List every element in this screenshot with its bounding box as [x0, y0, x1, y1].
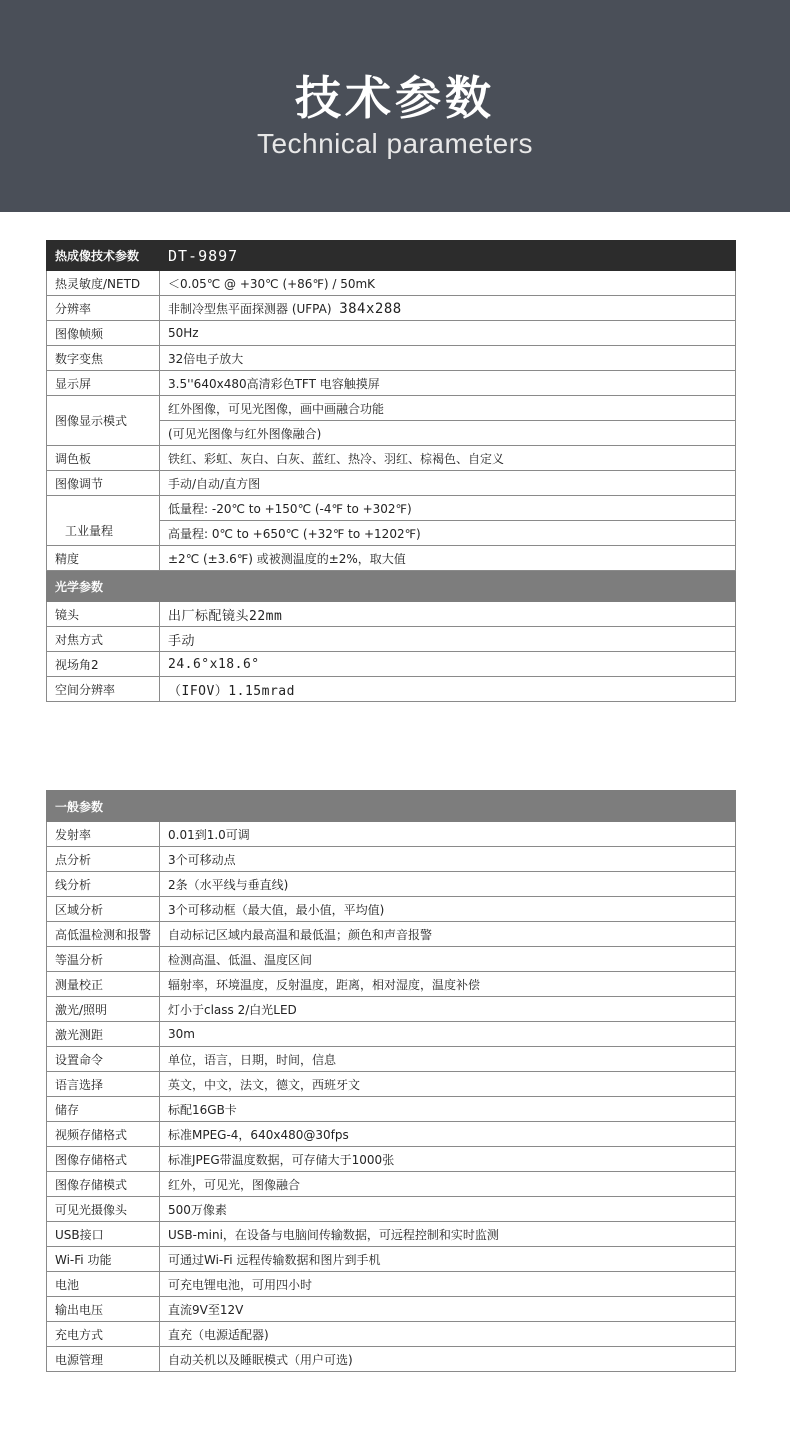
table-row — [47, 872, 736, 897]
general-header-row — [47, 791, 736, 822]
optics-header-label: 光学参数 — [47, 571, 736, 602]
row-value: 50Hz — [160, 321, 736, 346]
table-row — [47, 922, 736, 947]
row-value: 出厂标配镜头22mm — [160, 602, 736, 627]
row-value: 检测高温、低温、温度区间 — [160, 947, 736, 972]
row-value: （IFOV）1.15mrad — [160, 677, 736, 702]
row-value: 红外，可见光，图像融合 — [160, 1172, 736, 1197]
row-value: 32倍电子放大 — [160, 346, 736, 371]
row-value: 辐射率，环境温度，反射温度，距离，相对湿度，温度补偿 — [160, 972, 736, 997]
row-label: 工业量程 — [47, 496, 160, 546]
row-value: 自动标记区域内最高温和最低温；颜色和声音报警 — [160, 922, 736, 947]
row-value: 3个可移动框（最大值，最小值，平均值) — [160, 897, 736, 922]
row-value — [160, 296, 736, 321]
row-value: 30m — [160, 1022, 736, 1047]
row-label: 输出电压 — [47, 1297, 160, 1322]
row-value: ＜0.05℃ @ +30℃ (+86℉) / 50mK — [160, 271, 736, 296]
thermal-header-label: 热成像技术参数 — [47, 241, 160, 271]
row-value: 3.5''640x480高清彩色TFT 电容触摸屏 — [160, 371, 736, 396]
table-row — [47, 1347, 736, 1372]
row-label: 图像存储模式 — [47, 1172, 160, 1197]
thermal-header-row — [47, 241, 736, 271]
row-label: 设置命令 — [47, 1047, 160, 1072]
table-row — [47, 652, 736, 677]
row-value: 500万像素 — [160, 1197, 736, 1222]
header-banner — [0, 0, 790, 212]
row-value: 自动关机以及睡眠模式（用户可选) — [160, 1347, 736, 1372]
table-row — [47, 446, 736, 471]
table-row — [47, 546, 736, 571]
row-value: (可见光图像与红外图像融合) — [160, 421, 736, 446]
table-row — [47, 1272, 736, 1297]
row-value: ±2℃ (±3.6℉) 或被测温度的±2%，取大值 — [160, 546, 736, 571]
row-value: 英文，中文，法文，德文，西班牙文 — [160, 1072, 736, 1097]
row-value: 标配16GB卡 — [160, 1097, 736, 1122]
row-label: 调色板 — [47, 446, 160, 471]
row-label: 空间分辨率 — [47, 677, 160, 702]
table-row — [47, 496, 736, 521]
row-label: 测量校正 — [47, 972, 160, 997]
table-row — [47, 602, 736, 627]
page-subtitle: Technical parameters — [256, 128, 534, 159]
row-label: 点分析 — [47, 847, 160, 872]
model-number: DT-9897 — [160, 241, 736, 271]
table-row — [47, 346, 736, 371]
row-value: 24.6°x18.6° — [160, 652, 736, 677]
row-value: 标准JPEG带温度数据，可存储大于1000张 — [160, 1147, 736, 1172]
table-row — [47, 972, 736, 997]
table-row — [47, 1322, 736, 1347]
table-row — [47, 1297, 736, 1322]
table-row — [47, 1147, 736, 1172]
row-value: 红外图像，可见光图像，画中画融合功能 — [160, 396, 736, 421]
row-label: 区域分析 — [47, 897, 160, 922]
row-label: 发射率 — [47, 822, 160, 847]
thermal-spec-table — [46, 240, 736, 702]
table-row — [47, 677, 736, 702]
table-row — [47, 1172, 736, 1197]
row-value: 标准MPEG-4，640x480@30fps — [160, 1122, 736, 1147]
table-row — [47, 321, 736, 346]
row-value: 单位，语言，日期，时间，信息 — [160, 1047, 736, 1072]
row-label: 精度 — [47, 546, 160, 571]
table-row — [47, 296, 736, 321]
general-table-body — [47, 822, 736, 1372]
row-label: 图像显示模式 — [47, 396, 160, 446]
row-label: 电池 — [47, 1272, 160, 1297]
row-label: 电源管理 — [47, 1347, 160, 1372]
row-value: 2条（水平线与垂直线) — [160, 872, 736, 897]
row-value-text: 非制冷型焦平面探测器 (UFPA) — [168, 301, 332, 316]
table-row — [47, 1247, 736, 1272]
table-row — [47, 947, 736, 972]
table-row — [47, 396, 736, 421]
table-row — [47, 1097, 736, 1122]
table-row — [47, 1072, 736, 1097]
row-value: 0.01到1.0可调 — [160, 822, 736, 847]
page-title: 技术参数 — [295, 71, 495, 125]
row-value: 低量程: -20℃ to +150℃ (-4℉ to +302℉) — [160, 496, 736, 521]
table-row — [47, 1047, 736, 1072]
table-row — [47, 1122, 736, 1147]
general-spec-table — [46, 790, 736, 1372]
table-row — [47, 997, 736, 1022]
table-row — [47, 371, 736, 396]
optics-header-row — [47, 571, 736, 602]
row-label: 视场角2 — [47, 652, 160, 677]
table-row — [47, 822, 736, 847]
row-label: Wi-Fi 功能 — [47, 1247, 160, 1272]
row-label: 激光测距 — [47, 1022, 160, 1047]
row-value: 铁红、彩虹、灰白、白灰、蓝红、热冷、羽红、棕褐色、自定义 — [160, 446, 736, 471]
row-label: 等温分析 — [47, 947, 160, 972]
row-value: 高量程: 0℃ to +650℃ (+32℉ to +1202℉) — [160, 521, 736, 546]
row-label: 热灵敏度/NETD — [47, 271, 160, 296]
row-label: 镜头 — [47, 602, 160, 627]
table-row — [47, 1222, 736, 1247]
general-header-label: 一般参数 — [47, 791, 736, 822]
table-row — [47, 897, 736, 922]
table-row — [47, 847, 736, 872]
row-label: 显示屏 — [47, 371, 160, 396]
row-value: 直流9V至12V — [160, 1297, 736, 1322]
row-value: 直充（电源适配器) — [160, 1322, 736, 1347]
row-label: 图像调节 — [47, 471, 160, 496]
resolution-value: 384x288 — [339, 300, 402, 317]
row-label: 激光/照明 — [47, 997, 160, 1022]
row-label: 图像存储格式 — [47, 1147, 160, 1172]
row-label: 可见光摄像头 — [47, 1197, 160, 1222]
row-label: 视频存储格式 — [47, 1122, 160, 1147]
table-row — [47, 471, 736, 496]
row-label: 分辨率 — [47, 296, 160, 321]
table-row — [47, 1022, 736, 1047]
row-value: 3个可移动点 — [160, 847, 736, 872]
table-row — [47, 271, 736, 296]
row-value: 手动/自动/直方图 — [160, 471, 736, 496]
row-label: 图像帧频 — [47, 321, 160, 346]
row-label: 高低温检测和报警 — [47, 922, 160, 947]
table-row — [47, 627, 736, 652]
row-label: 数字变焦 — [47, 346, 160, 371]
row-value: USB-mini，在设备与电脑间传输数据，可远程控制和实时监测 — [160, 1222, 736, 1247]
row-label: 充电方式 — [47, 1322, 160, 1347]
row-value: 可通过Wi-Fi 远程传输数据和图片到手机 — [160, 1247, 736, 1272]
row-label: USB接口 — [47, 1222, 160, 1247]
row-value: 可充电锂电池，可用四小时 — [160, 1272, 736, 1297]
row-label: 线分析 — [47, 872, 160, 897]
row-label: 储存 — [47, 1097, 160, 1122]
row-label: 语言选择 — [47, 1072, 160, 1097]
row-value: 灯小于class 2/白光LED — [160, 997, 736, 1022]
table-row — [47, 1197, 736, 1222]
row-value: 手动 — [160, 627, 736, 652]
row-label: 对焦方式 — [47, 627, 160, 652]
